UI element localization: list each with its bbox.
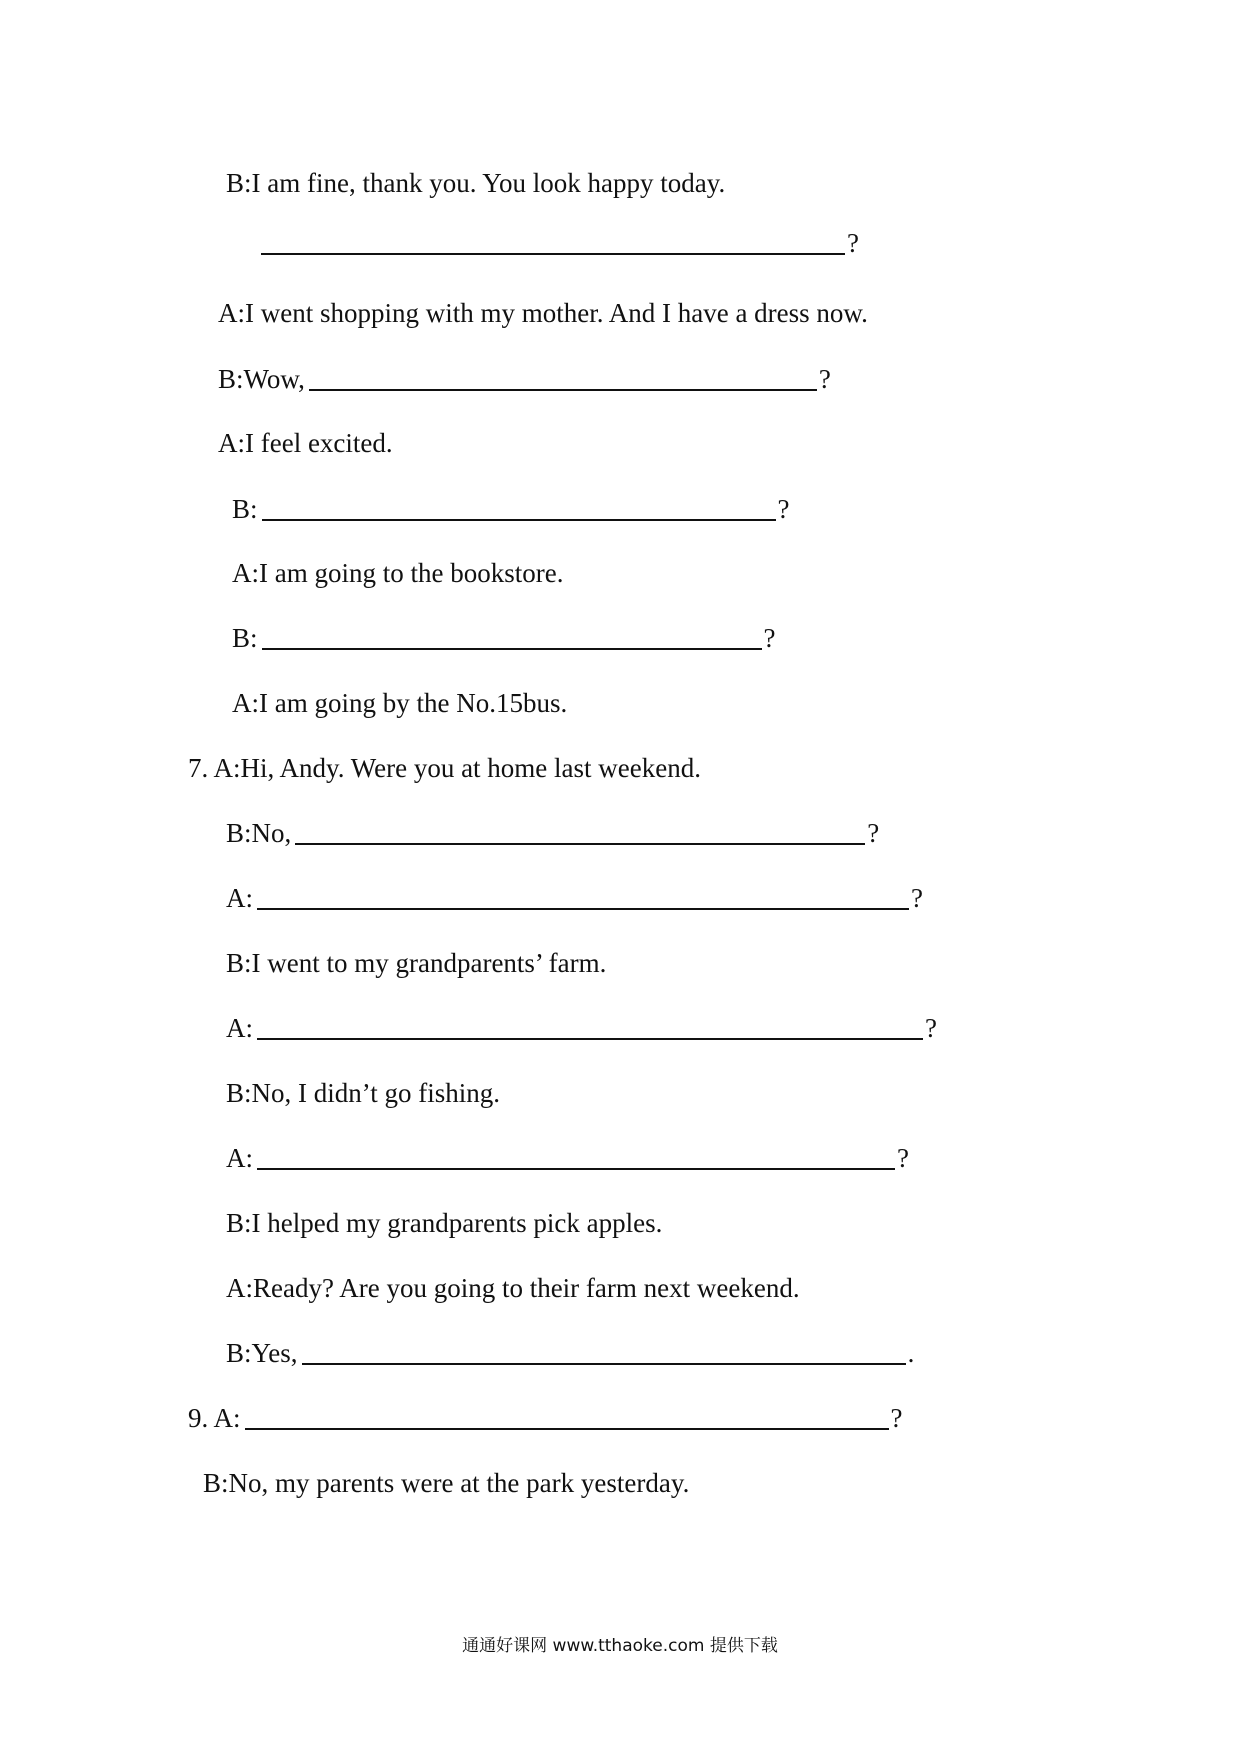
speaker-label: B: [226,168,252,198]
line-text: Hi, Andy. Were you at home last weekend. [240,753,701,783]
line-text: No, [251,818,292,848]
dialogue-line [226,881,923,915]
line-text: Wow, [243,364,305,394]
dialogue-line [226,166,725,200]
line-end-punctuation: ? [763,623,776,653]
speaker-label: B: [226,818,252,848]
dialogue-line [218,362,831,396]
dialogue-line [226,1271,800,1305]
dialogue-line [232,621,776,655]
dialogue-line [232,686,567,720]
line-end-punctuation: ? [847,228,859,258]
line-end-punctuation: ? [890,1403,903,1433]
line-text: I am going by the No.15bus. [259,688,568,718]
speaker-label: B: [218,364,244,394]
speaker-label: B: [203,1468,229,1498]
line-text: I am fine, thank you. You look happy today. [251,168,726,198]
dialogue-line [218,296,868,330]
answer-blank[interactable] [295,819,865,845]
dialogue-line [232,492,790,526]
speaker-label: A: [226,883,253,913]
dialogue-line [226,1141,909,1175]
speaker-label: A: [218,428,245,458]
line-text: I went to my grandparents’ farm. [251,948,607,978]
line-text: No, my parents were at the park yesterday. [228,1468,690,1498]
speaker-label: A: [218,298,245,328]
dialogue-line [226,1076,500,1110]
dialogue-line [226,1011,937,1045]
speaker-label: A: [226,1143,253,1173]
answer-blank[interactable] [257,1014,923,1040]
dialogue-line [232,556,563,590]
answer-blank[interactable] [302,1339,906,1365]
answer-blank[interactable] [257,884,909,910]
dialogue-line [203,1466,689,1500]
answer-blank[interactable] [262,624,762,650]
speaker-label: B: [232,494,258,524]
answer-blank[interactable] [257,1144,895,1170]
line-text: I helped my grandparents pick apples. [251,1208,663,1238]
line-end-punctuation: ? [897,1143,909,1173]
answer-blank[interactable] [261,229,845,255]
line-end-punctuation: ? [818,364,831,394]
speaker-label: A: [232,688,259,718]
question-9-heading [188,1401,903,1435]
line-text: Ready? Are you going to their farm next weekend. [253,1273,800,1303]
line-text: I feel excited. [245,428,393,458]
line-end-punctuation: ? [777,494,790,524]
speaker-label: B: [226,948,252,978]
line-text: Yes, [251,1338,298,1368]
line-end-punctuation: ? [867,818,880,848]
line-end-punctuation: ? [925,1013,937,1043]
dialogue-line [226,816,879,850]
page-footer: 通通好课网 www.tthaoke.com 提供下载 [462,1636,778,1656]
speaker-label: 9. A: [188,1403,241,1433]
speaker-label: 7. A: [188,753,241,783]
speaker-label: B: [226,1338,252,1368]
answer-blank[interactable] [262,495,776,521]
line-text: I am going to the bookstore. [259,558,564,588]
dialogue-line [226,1336,914,1370]
speaker-label: A: [226,1013,253,1043]
dialogue-line [257,226,859,260]
speaker-label: B: [226,1208,252,1238]
speaker-label: B: [226,1078,252,1108]
dialogue-line [226,1206,662,1240]
line-end-punctuation: . [907,1338,915,1368]
answer-blank[interactable] [309,365,817,391]
question-7-heading [188,751,701,785]
answer-blank[interactable] [245,1404,889,1430]
line-text: I went shopping with my mother. And I have a dress now. [245,298,868,328]
line-end-punctuation: ? [911,883,923,913]
dialogue-line [226,946,606,980]
dialogue-line [218,426,393,460]
line-text: No, I didn’t go fishing. [251,1078,501,1108]
speaker-label: A: [232,558,259,588]
speaker-label: A: [226,1273,253,1303]
speaker-label: B: [232,623,258,653]
